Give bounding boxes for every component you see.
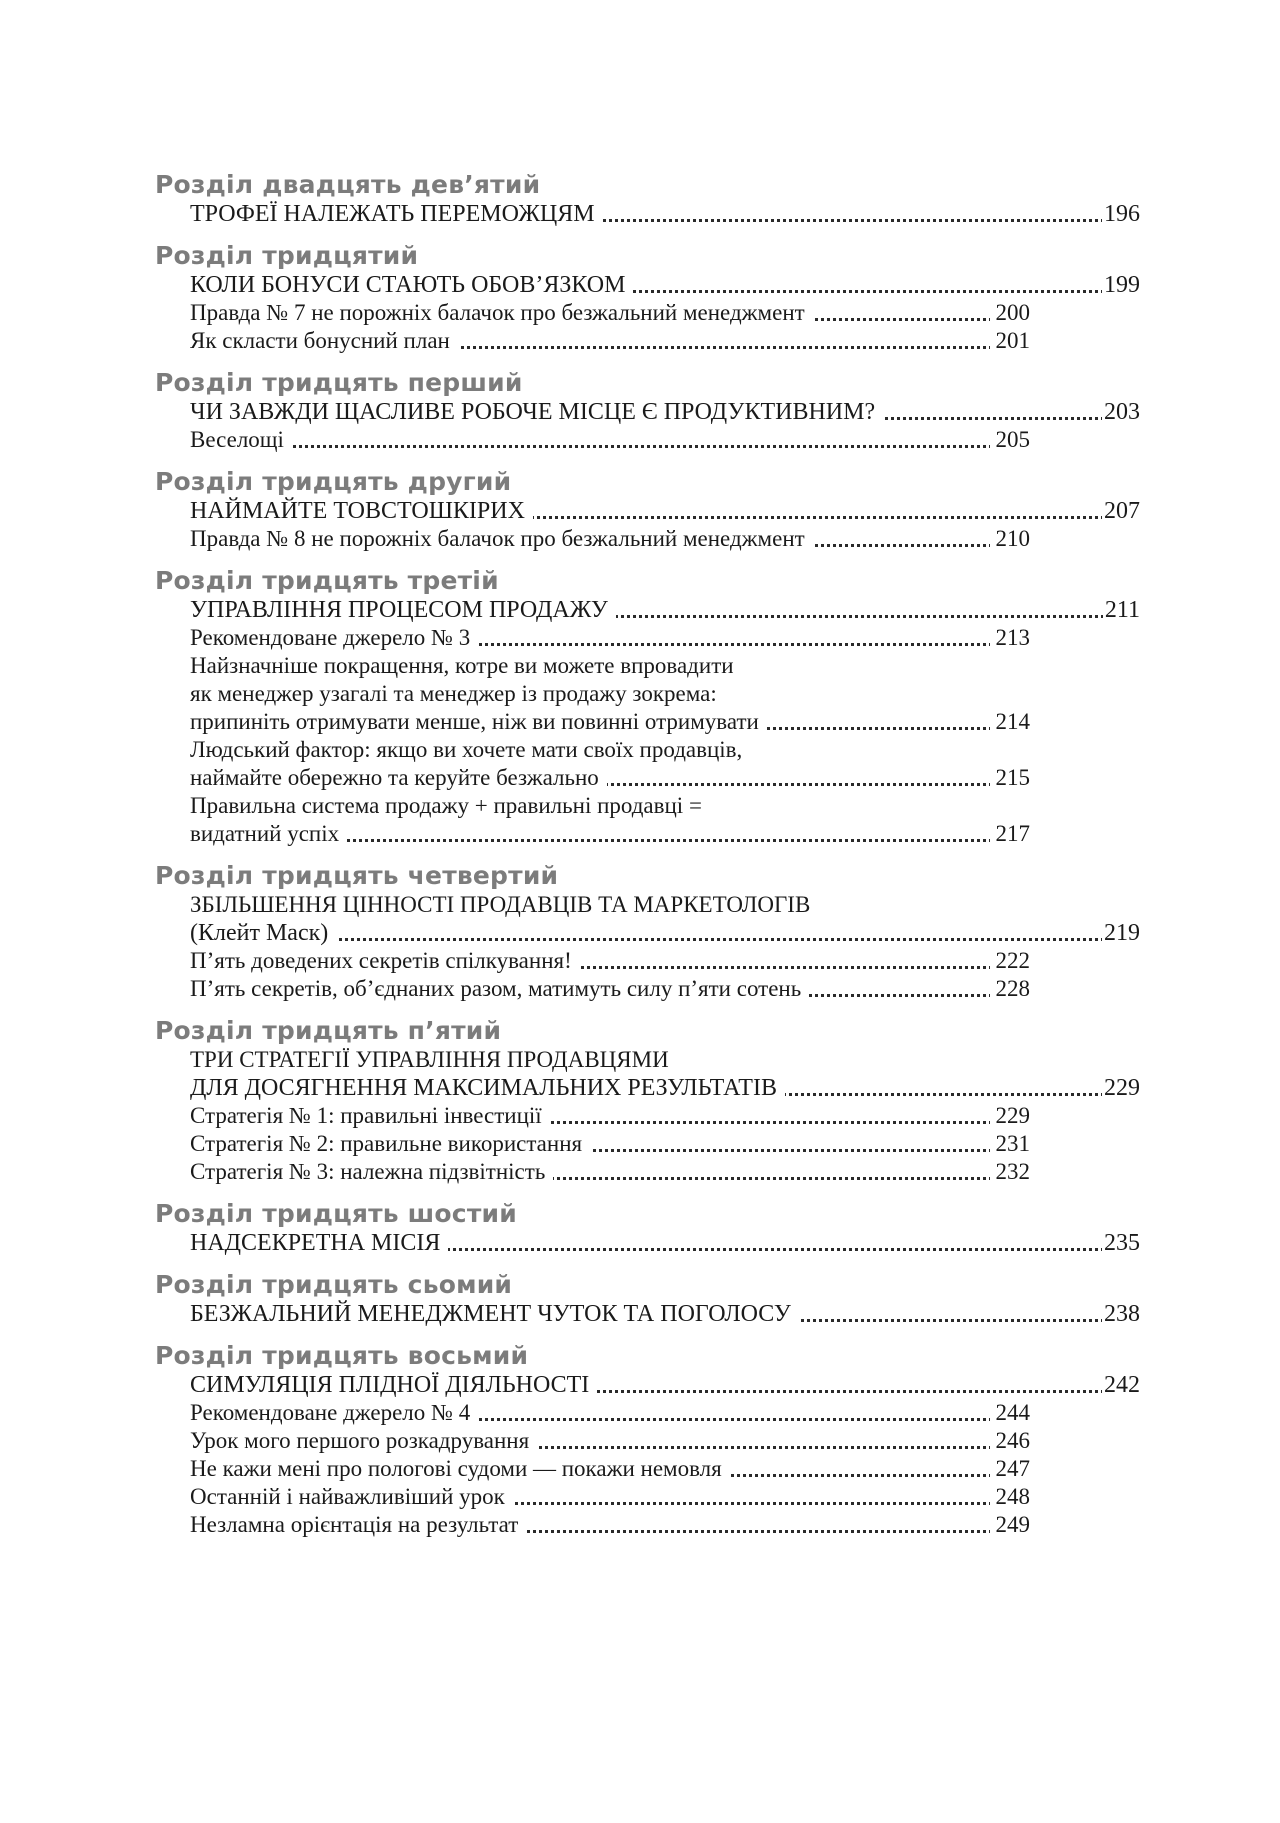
chapter-label: Розділ двадцять дев’ятий [155, 170, 541, 199]
page-number: 203 [1104, 399, 1140, 425]
subsection-entry [190, 299, 1030, 327]
page-number: 210 [990, 525, 1031, 553]
subsection-title: припиніть отримувати менше, ніж ви повинні отримувати [190, 709, 767, 734]
subsection-title: Рекомендоване джерело № 4 [190, 1400, 478, 1425]
subsection-entry [190, 820, 1030, 848]
chapter-title: СИМУЛЯЦІЯ ПЛІДНОЇ ДІЯЛЬНОСТІ [190, 1372, 597, 1398]
subsection-title: Стратегія № 3: належна підзвітність [190, 1159, 553, 1184]
chapter-title: БЕЗЖАЛЬНИЙ МЕНЕДЖМЕНТ ЧУТОК ТА ПОГОЛОСУ [190, 1301, 799, 1327]
sub-title-line: Правильна система продажу + правильні продавці = [190, 793, 702, 818]
subsection-entry [190, 1427, 1030, 1455]
chapter-title-entry [190, 919, 1140, 947]
page-number: 214 [990, 708, 1031, 736]
subsection-entry [190, 1399, 1030, 1427]
chapter-label: Розділ тридцять другий [155, 467, 512, 496]
page-number: 211 [1104, 597, 1140, 623]
subsection-title: Незламна орієнтація на результат [190, 1512, 526, 1537]
subsection-title: Урок мого першого розкадрування [190, 1428, 537, 1453]
chapter-title-entry [190, 1229, 1140, 1257]
chapter-title: ТРОФЕЇ НАЛЕЖАТЬ ПЕРЕМОЖЦЯМ [190, 201, 603, 227]
main-title-line: ТРИ СТРАТЕГІЇ УПРАВЛІННЯ ПРОДАВЦЯМИ [190, 1047, 669, 1072]
chapter-section [155, 1341, 1140, 1539]
subsection-title: Як скласти бонусний план [190, 328, 458, 353]
page-number: 246 [990, 1427, 1031, 1455]
page-number: 238 [1104, 1301, 1140, 1327]
subsection-entry [190, 1483, 1030, 1511]
chapter-label: Розділ тридцять третій [155, 566, 499, 595]
chapter-title-entry [190, 271, 1140, 299]
subsection-entry [190, 764, 1030, 792]
subsection-title: наймайте обережно та керуйте безжально [190, 765, 607, 790]
chapter-title-entry [190, 596, 1140, 624]
page-number: 231 [990, 1130, 1031, 1158]
chapter-section [155, 1199, 1140, 1257]
chapter-title-entry [190, 398, 1140, 426]
main-title-line: ЗБІЛЬШЕННЯ ЦІННОСТІ ПРОДАВЦІВ ТА МАРКЕТОЛОГІВ [190, 892, 811, 917]
page-number: 247 [990, 1455, 1031, 1483]
subsection-entry [190, 1455, 1030, 1483]
page-number: 229 [1104, 1075, 1140, 1101]
page-number: 215 [990, 764, 1031, 792]
page-number: 242 [1104, 1372, 1140, 1398]
page-number: 207 [1104, 498, 1140, 524]
subsection-entry [190, 947, 1030, 975]
subsection-entry [190, 1511, 1030, 1539]
subsection-title: видатний успіх [190, 821, 347, 846]
page-number: 244 [990, 1399, 1031, 1427]
page-number: 249 [990, 1511, 1031, 1539]
sub-title-line: Найзначніше покращення, котре ви можете впровадити [190, 653, 734, 678]
chapter-title-entry [190, 497, 1140, 525]
page-number: 201 [990, 327, 1031, 355]
chapter-label: Розділ тридцять сьомий [155, 1270, 513, 1299]
chapter-section [155, 1270, 1140, 1328]
chapter-section [155, 566, 1140, 848]
chapter-section [155, 861, 1140, 1003]
chapter-section [155, 467, 1140, 553]
page-number: 199 [1104, 272, 1140, 298]
page-number: 205 [990, 426, 1031, 454]
chapter-title: НАЙМАЙТЕ ТОВСТОШКІРИХ [190, 498, 533, 524]
subsection-entry [190, 525, 1030, 553]
page-number: 235 [1104, 1230, 1140, 1256]
chapter-title-entry [190, 1074, 1140, 1102]
page-number: 200 [990, 299, 1031, 327]
subsection-entry [190, 327, 1030, 355]
subsection-title: Стратегія № 1: правильні інвестиції [190, 1103, 550, 1128]
chapter-title: УПРАВЛІННЯ ПРОЦЕСОМ ПРОДАЖУ [190, 597, 616, 623]
chapter-section [155, 241, 1140, 355]
page-number: 228 [990, 975, 1031, 1003]
page-number: 217 [990, 820, 1031, 848]
page-number: 213 [990, 624, 1031, 652]
subsection-entry [190, 975, 1030, 1003]
chapter-title: (Клейт Маск) [190, 920, 336, 946]
chapter-section [155, 368, 1140, 454]
page-number: 248 [990, 1483, 1031, 1511]
chapter-label: Розділ тридцять перший [155, 368, 523, 397]
chapter-title-entry [190, 1371, 1140, 1399]
chapter-label: Розділ тридцять восьмий [155, 1341, 529, 1370]
subsection-title: Правда № 8 не порожніх балачок про безжальний менеджмент [190, 526, 813, 551]
page-number: 232 [990, 1158, 1031, 1186]
subsection-entry [190, 624, 1030, 652]
page-number: 219 [1104, 920, 1140, 946]
subsection-title: Останній і найважливіший урок [190, 1484, 513, 1509]
chapter-title: ЧИ ЗАВЖДИ ЩАСЛИВЕ РОБОЧЕ МІСЦЕ Є ПРОДУКТИВНИМ? [190, 399, 883, 425]
subsection-entry [190, 708, 1030, 736]
subsection-title: Не кажи мені про пологові судоми — покажи немовля [190, 1456, 730, 1481]
chapter-label: Розділ тридцять п’ятий [155, 1016, 502, 1045]
subsection-entry [190, 426, 1030, 454]
chapter-title-entry [190, 200, 1140, 228]
table-of-contents [155, 170, 1140, 1552]
subsection-title: Веселощі [190, 427, 292, 452]
subsection-entry [190, 1102, 1030, 1130]
chapter-label: Розділ тридцять четвертий [155, 861, 559, 890]
page-number: 229 [990, 1102, 1031, 1130]
page-number: 222 [990, 947, 1031, 975]
subsection-title: Рекомендоване джерело № 3 [190, 625, 478, 650]
sub-title-line: Людський фактор: якщо ви хочете мати своїх продавців, [190, 737, 743, 762]
subsection-title: П’ять секретів, об’єднаних разом, матимуть силу п’яти сотень [190, 976, 809, 1001]
chapter-title: КОЛИ БОНУСИ СТАЮТЬ ОБОВ’ЯЗКОМ [190, 272, 633, 298]
chapter-label: Розділ тридцятий [155, 241, 419, 270]
subsection-title: Стратегія № 2: правильне використання [190, 1131, 590, 1156]
chapter-section [155, 170, 1140, 228]
sub-title-line: як менеджер узагалі та менеджер із продажу зокрема: [190, 681, 717, 706]
page-number: 196 [1104, 201, 1140, 227]
chapter-title-entry [190, 1300, 1140, 1328]
chapter-title: НАДСЕКРЕТНА МІСІЯ [190, 1230, 448, 1256]
subsection-entry [190, 1130, 1030, 1158]
subsection-title: Правда № 7 не порожніх балачок про безжальний менеджмент [190, 300, 813, 325]
subsection-title: П’ять доведених секретів спілкування! [190, 948, 580, 973]
chapter-label: Розділ тридцять шостий [155, 1199, 517, 1228]
subsection-entry [190, 1158, 1030, 1186]
chapter-section [155, 1016, 1140, 1186]
chapter-title: ДЛЯ ДОСЯГНЕННЯ МАКСИМАЛЬНИХ РЕЗУЛЬТАТІВ [190, 1075, 785, 1101]
